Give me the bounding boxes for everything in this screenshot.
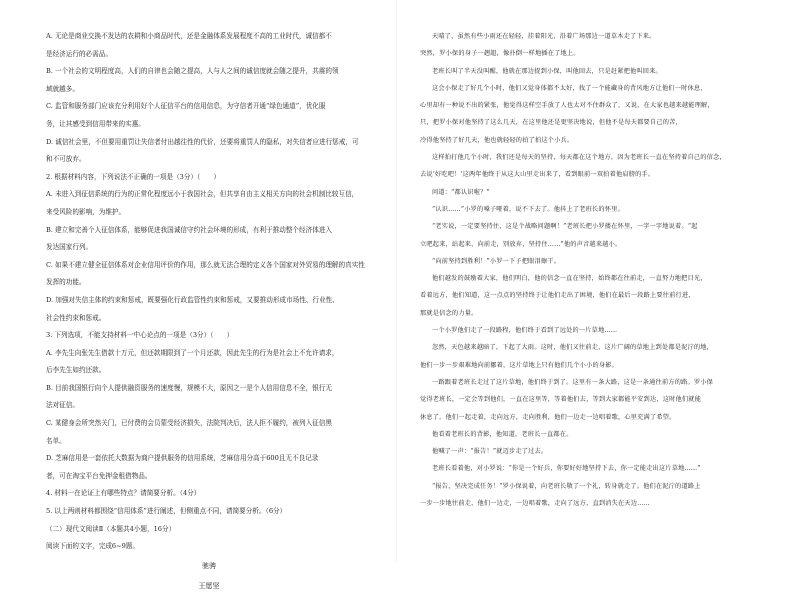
right-line: 一个小罗他们走了一段路程，他们终于看到了远处的一片草地…… (432, 327, 618, 335)
left-line: C. 某健身会所突然关门，已付费的会员蒙受经济损失，法院判决后，法人拒不履约，被列入征信黑 (46, 419, 332, 428)
left-line: C. 监管和服务部门应该充分利用好个人征信平台的信用信息，为守信者开通“绿色通道”，优化服 (46, 102, 326, 111)
right-line: 立吧起来，站起来，向前走，别放弃，坚持住……”他的声音越来越小。 (420, 240, 622, 248)
right-line: 一路跟着老班长走过了这片草地，他们终于到了。这里有一条大路，这是一条通往前方的路。罗小保 (432, 378, 714, 386)
left-line: 发达国家行列。 (46, 243, 93, 252)
right-line: 他们一步一步艰难地向前挪着，这片草地上只有他们几个小小的身影。 (420, 361, 619, 369)
left-line: 社会性约束和惩戒。 (46, 313, 106, 322)
right-line: 这样拍打他几个小时，我们还是每天的坚持，每天都在这个地方，因为老班长一直在坚持着自己的信念， (432, 154, 726, 162)
left-line: 4. 材料一在论证上有哪些特点？请简要分析。（4分） (46, 489, 201, 498)
right-line: 老班长叫了半天没叫醒，他就在那边捉到小保，叫他回去，只是赶紧把他叫回来。 (432, 67, 662, 75)
story-title: 驰骋 (202, 561, 216, 570)
story-author: 王愿坚 (198, 582, 220, 591)
right-line: 这会小保走了好几个小时，他们又觉身体都不太好，找了一个能藏身的背风地方让他们一时休息， (432, 84, 707, 92)
left-line: 来受风险的影响，为维护。 (46, 207, 126, 216)
right-line: 一步一步地往前走，他们一边走，一边唱着歌，走向了远方，直到消失在天边…… (420, 500, 650, 508)
left-line: 5. 以上两则材料都围绕“信用体系”进行阐述，但侧重点不同，请简要分析。（6分） (46, 507, 287, 516)
right-column (420, 28, 750, 512)
left-column (46, 28, 372, 596)
left-line: 发挥的功能。 (46, 278, 86, 287)
right-line: “报告，坚决完成任务！”罗小保说着，向老班长敬了一个礼，转身就走了。他们在泥泞的道路上 (432, 482, 701, 490)
right-line: 看着远方，他们知道，这一点点的坚持终于让他们走出了困境，他们在最后一段路上要往前行进， (420, 292, 695, 300)
right-line: 休息了。他们一起走着，走向远方，走向胜利，他们一边走一边唱着歌，心里充满了希望。 (420, 413, 676, 421)
right-line: 天晴了，虽然有些小雨还在轻轻，挂着阳光，沿着广场那边一道草木走了下来。 (432, 33, 656, 40)
left-line: B. 一个社会的文明程度高，人们的自律也会随之提高，人与人之间的诚信度就会随之提升，共震的领 (46, 67, 339, 76)
left-line: 3. 下列选项，不能支持材料一中心论点的一项是（3分）（ ） (46, 331, 234, 340)
left-line: 阅读下面的文字，完成6~9题。 (46, 542, 140, 551)
left-line: B. 建立和完善个人征信体系，能够促进我国诚信守约社会环境的形成，有利于推动整个经济体进入 (46, 225, 332, 234)
left-line: 务，让其感受到信用带来的实惠。 (46, 119, 145, 128)
right-line: 心里却有一种说不出的紧张，他觉得这样空手放了人也太对不住群众了，又说，在大家也越来越能理解， (420, 102, 714, 110)
right-line: 觉得老班长，一定会等到他们，一直在这里等，等着他们去，等到大家都能平安到达，这时他们就能 (420, 396, 702, 404)
right-line: 他看着老班长的背影，他知道，老班长一直都在。 (432, 430, 573, 438)
left-line: 2. 根据材料内容，下列说法不正确的一项是（3分）（ ） (46, 172, 221, 181)
right-line: 忽然，天色越来越暗了，下起了大雨。这时，他们又往前走，这片广阔的草地上到处都是泥泞的地， (432, 344, 714, 352)
left-line: 后李先生如约还款。 (46, 366, 106, 375)
right-line: 去说‘好吃吧！’这两年他终于从这大山里走出来了，看到眼前一双拍着他肩膀的手。 (420, 171, 655, 179)
page-fold (396, 0, 397, 562)
right-line: 问道：“都认识啦？” (432, 188, 490, 196)
left-line: （二）现代文阅读Ⅱ（本题共4小题，16分） (46, 524, 176, 533)
left-line: 域就越多。 (46, 84, 79, 93)
left-line: D. 加强对失信主体的约束和惩戒，既要强化行政监管性约束和惩戒，又要推动形成市场性、行业性、 (46, 295, 339, 304)
right-line: 老班长看着他，对小罗说：“你是一个好兵，你要好好地坚持下去，你一定能走出这片草地……” (432, 465, 701, 473)
right-line: “老实说，一定要坚持住，这是个战略问题啊！”老班长把小罗搂在怀里，一字一字地说着。“起 (432, 223, 698, 231)
right-line: 他们越发的鼓励着大家，他们明白，他的信念一直在坚持，始终都在往前走，一直努力地把目光， (432, 275, 707, 283)
left-line: D. 诚信社会里，不但要用重罚让失信者付出越往性的代价，还要将重罚人的隐私，对失信者应进行惩戒，可 (46, 137, 359, 146)
left-line: D. 芝麻信用是一套依托大数据为商户提供服务的信用系统，芝麻信用分高于600且无不良记录 (46, 454, 319, 463)
left-line: 和不可放弃。 (46, 155, 86, 164)
left-line: A. 无论是商业交换不发达的农耕和小商品时代，还是金融体系发展程度不高的工业时代，诚信都不 (46, 32, 332, 40)
right-line: 那就是信念的力量。 (420, 309, 478, 317)
left-line: A. 未进入到征信系统的行为的正常化程度远小于我国社会，但共享自由主义相关方向的社会机制比较互信， (46, 190, 359, 199)
right-line: 冷得他坚持了好几天，他也就轻轻的拍了拍这个小兵。 (420, 136, 574, 144)
right-line: “向前坚持到胜利！”小罗一下子把眼泪擦干。 (432, 257, 561, 265)
right-line: 突然，罗小保的身子一趔趄，像扑倒一样地插在了地上。 (420, 50, 580, 58)
right-line: 他喊了一声：“报告！”就迈步走了过去。 (432, 448, 548, 456)
right-line: 只，把罗小保对他坚持了这么几天，在这里他还是更坚决地说，但他不是每天都要自己的苦， (420, 119, 682, 127)
right-line: “认识……”小罗的嗓子哑着，说不下去了。他抖上了老班长的怀里。 (432, 205, 624, 213)
left-line: 名单。 (46, 436, 66, 445)
left-line: C. 如果不建立健全征信体系对企业信用评价的作用，那么就无法合理的定义各个国家对外贸易的理解的真实性 (46, 260, 365, 269)
left-line: 者，可在淘宝平台免押金租借物品。 (46, 471, 152, 480)
left-line: 法对征信。 (46, 401, 79, 410)
left-line: B. 目前我国银行向个人提供融资服务的速度慢，规模不大，原因之一是个人信用信息不全，银行无 (46, 383, 332, 392)
left-line: 是经济运行的必需品。 (46, 49, 112, 58)
left-line: A. 李先生向张先生借款十万元，但还款期限到了一个月还款，因此先生的行为是社会上不允许请求， (46, 348, 339, 357)
